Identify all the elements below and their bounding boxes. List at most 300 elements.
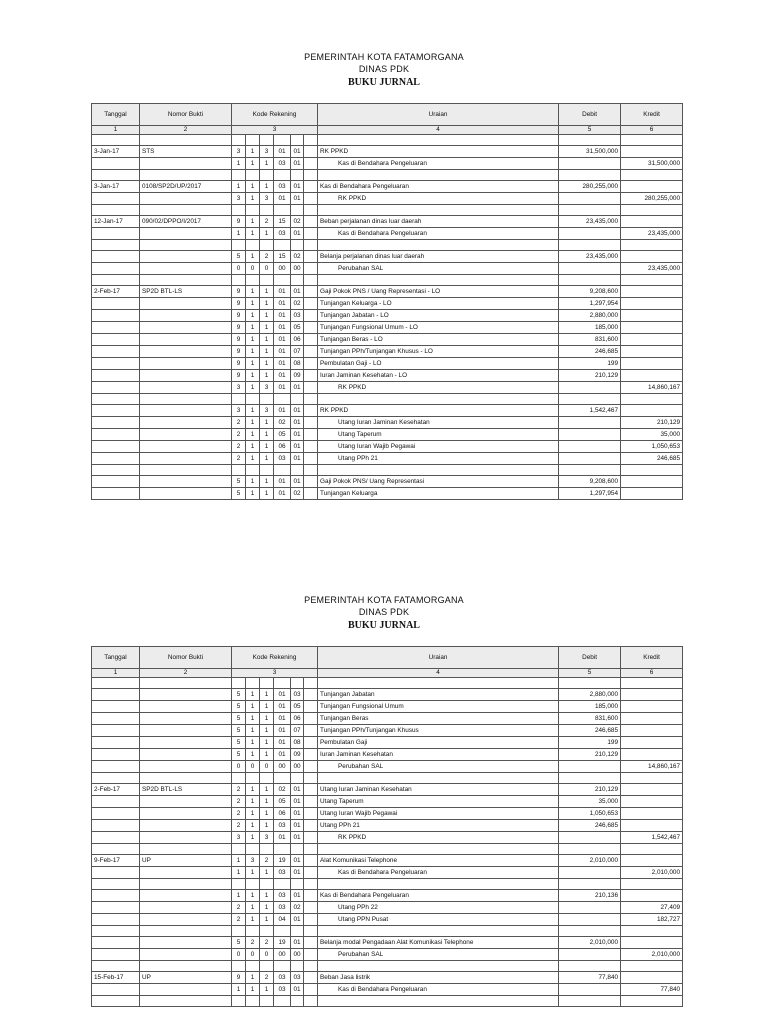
cell-kredit — [621, 251, 683, 263]
col-header-kode: Kode Rekening — [232, 647, 318, 669]
cell-debit — [559, 394, 621, 405]
table-header-row — [92, 647, 683, 669]
cell-kode: 01 — [274, 370, 291, 382]
cell-tanggal — [92, 488, 140, 500]
cell-kode — [304, 334, 318, 346]
cell-kode: 04 — [274, 914, 291, 926]
cell-kredit — [621, 844, 683, 855]
cell-kode: 5 — [232, 701, 246, 713]
cell-kode — [304, 146, 318, 158]
table-row — [92, 346, 683, 358]
cell-kode — [304, 216, 318, 228]
cell-kode — [246, 773, 260, 784]
cell-tanggal — [92, 382, 140, 394]
cell-bukti — [140, 358, 232, 370]
cell-debit — [559, 761, 621, 773]
cell-kode: 1 — [246, 890, 260, 902]
cell-kode — [232, 961, 246, 972]
header-title: BUKU JURNAL — [348, 620, 420, 631]
cell-uraian: Pembulatan Gaji - LO — [318, 358, 559, 370]
cell-kode: 1 — [260, 701, 274, 713]
cell-debit: 185,000 — [559, 322, 621, 334]
cell-tanggal: 15-Feb-17 — [92, 972, 140, 984]
cell-uraian: Tunjangan PPh/Tunjangan Khusus - LO — [318, 346, 559, 358]
table-row — [92, 193, 683, 205]
cell-uraian: Kas di Bendahara Pengeluaran — [318, 158, 559, 170]
cell-bukti — [140, 996, 232, 1007]
table-row — [92, 961, 683, 972]
cell-debit — [559, 158, 621, 170]
cell-uraian — [318, 135, 559, 146]
cell-kode: 1 — [246, 382, 260, 394]
cell-bukti — [140, 263, 232, 275]
cell-debit — [559, 228, 621, 240]
cell-tanggal — [92, 844, 140, 855]
cell-kode: 01 — [291, 417, 304, 429]
cell-kredit — [621, 926, 683, 937]
cell-kode: 1 — [260, 346, 274, 358]
cell-kode: 2 — [260, 251, 274, 263]
cell-kredit — [621, 678, 683, 689]
cell-kode: 1 — [246, 193, 260, 205]
cell-tanggal — [92, 737, 140, 749]
cell-kode: 01 — [291, 820, 304, 832]
cell-kode: 01 — [291, 429, 304, 441]
cell-kode — [304, 713, 318, 725]
table-row — [92, 286, 683, 298]
cell-kode: 1 — [246, 310, 260, 322]
cell-uraian: Iuran Jaminan Kesehatan — [318, 749, 559, 761]
cell-tanggal — [92, 902, 140, 914]
cell-kode: 2 — [232, 796, 246, 808]
cell-tanggal — [92, 926, 140, 937]
cell-debit — [559, 275, 621, 286]
cell-kode: 01 — [274, 298, 291, 310]
cell-kode — [260, 926, 274, 937]
cell-kode — [291, 961, 304, 972]
cell-kode: 1 — [246, 181, 260, 193]
cell-uraian — [318, 170, 559, 181]
cell-kode — [246, 879, 260, 890]
cell-kode: 1 — [232, 890, 246, 902]
cell-kode: 15 — [274, 216, 291, 228]
cell-kode — [304, 322, 318, 334]
cell-kode — [304, 441, 318, 453]
cell-debit — [559, 170, 621, 181]
cell-kode — [274, 996, 291, 1007]
cell-kode — [246, 170, 260, 181]
cell-bukti — [140, 749, 232, 761]
cell-kredit: 31,500,000 — [621, 158, 683, 170]
table-row — [92, 914, 683, 926]
cell-kode: 01 — [274, 701, 291, 713]
cell-kode — [260, 879, 274, 890]
cell-kode: 00 — [291, 263, 304, 275]
cell-uraian — [318, 844, 559, 855]
cell-kode — [274, 240, 291, 251]
cell-kode: 0 — [260, 949, 274, 961]
cell-bukti — [140, 808, 232, 820]
cell-kode — [291, 926, 304, 937]
cell-uraian — [318, 961, 559, 972]
cell-bukti — [140, 170, 232, 181]
cell-uraian: Utang PPh 21 — [318, 453, 559, 465]
cell-kode — [304, 346, 318, 358]
table-row — [92, 216, 683, 228]
table-row — [92, 298, 683, 310]
cell-tanggal — [92, 358, 140, 370]
cell-kode: 02 — [291, 488, 304, 500]
cell-kode — [304, 228, 318, 240]
cell-bukti: SP2D BTL-LS — [140, 286, 232, 298]
cell-kode: 3 — [260, 832, 274, 844]
cell-debit: 2,010,000 — [559, 855, 621, 867]
col-header-kredit: Kredit — [621, 104, 683, 126]
cell-debit — [559, 961, 621, 972]
cell-kode: 1 — [246, 334, 260, 346]
table-row — [92, 820, 683, 832]
cell-kode — [304, 181, 318, 193]
cell-kode: 0 — [232, 949, 246, 961]
cell-kode — [274, 170, 291, 181]
cell-uraian: RK PPKD — [318, 193, 559, 205]
column-number: 3 — [232, 126, 318, 135]
cell-kode: 1 — [260, 820, 274, 832]
cell-kode: 2 — [232, 417, 246, 429]
cell-kode: 5 — [232, 725, 246, 737]
table-row — [92, 784, 683, 796]
cell-kode: 1 — [246, 749, 260, 761]
cell-kode: 1 — [260, 441, 274, 453]
cell-kode: 07 — [291, 725, 304, 737]
cell-kode: 1 — [260, 867, 274, 879]
cell-kredit: 1,542,467 — [621, 832, 683, 844]
cell-kode — [246, 465, 260, 476]
table-row — [92, 275, 683, 286]
cell-tanggal — [92, 761, 140, 773]
cell-tanggal — [92, 832, 140, 844]
table-row — [92, 832, 683, 844]
cell-kode — [232, 996, 246, 1007]
table-row — [92, 902, 683, 914]
cell-kredit — [621, 713, 683, 725]
cell-bukti — [140, 926, 232, 937]
cell-uraian: Belanja perjalanan dinas luar daerah — [318, 251, 559, 263]
cell-tanggal — [92, 701, 140, 713]
cell-kode: 1 — [246, 784, 260, 796]
cell-kode: 02 — [291, 298, 304, 310]
cell-kode: 01 — [274, 310, 291, 322]
cell-kode: 3 — [246, 855, 260, 867]
cell-kode: 0 — [260, 761, 274, 773]
cell-bukti — [140, 984, 232, 996]
cell-debit: 185,000 — [559, 701, 621, 713]
cell-kode: 02 — [274, 784, 291, 796]
column-number: 6 — [621, 126, 683, 135]
cell-debit — [559, 135, 621, 146]
cell-bukti — [140, 310, 232, 322]
cell-bukti — [140, 961, 232, 972]
cell-kode: 1 — [246, 216, 260, 228]
cell-bukti — [140, 844, 232, 855]
cell-kode: 01 — [291, 193, 304, 205]
cell-kode: 01 — [291, 228, 304, 240]
table-row — [92, 135, 683, 146]
table-row — [92, 678, 683, 689]
cell-kode: 1 — [246, 370, 260, 382]
cell-kode: 2 — [232, 441, 246, 453]
table-row — [92, 984, 683, 996]
cell-kode: 1 — [260, 476, 274, 488]
table-row — [92, 996, 683, 1007]
cell-kode: 1 — [260, 488, 274, 500]
cell-kode: 1 — [260, 902, 274, 914]
cell-kode: 1 — [260, 334, 274, 346]
cell-uraian — [318, 773, 559, 784]
cell-kredit: 14,860,167 — [621, 382, 683, 394]
col-header-debit: Debit — [559, 104, 621, 126]
cell-tanggal — [92, 346, 140, 358]
cell-bukti — [140, 205, 232, 216]
cell-kode — [246, 135, 260, 146]
cell-kode: 01 — [291, 796, 304, 808]
cell-kode: 1 — [232, 228, 246, 240]
cell-kode: 01 — [274, 488, 291, 500]
cell-kode: 08 — [291, 737, 304, 749]
cell-debit — [559, 263, 621, 275]
table-row — [92, 949, 683, 961]
cell-debit: 1,297,954 — [559, 298, 621, 310]
cell-kode — [246, 205, 260, 216]
cell-kode: 2 — [260, 216, 274, 228]
cell-debit: 210,129 — [559, 749, 621, 761]
cell-bukti: 090/02/DPPO/I/2017 — [140, 216, 232, 228]
cell-kode: 15 — [274, 251, 291, 263]
cell-tanggal — [92, 713, 140, 725]
cell-debit — [559, 193, 621, 205]
table-row — [92, 358, 683, 370]
cell-kode: 9 — [232, 972, 246, 984]
cell-kode: 1 — [260, 417, 274, 429]
cell-debit: 35,000 — [559, 796, 621, 808]
cell-uraian: Utang Iuran Wajib Pegawai — [318, 441, 559, 453]
cell-bukti — [140, 949, 232, 961]
table-row — [92, 251, 683, 263]
cell-kode: 01 — [291, 476, 304, 488]
cell-tanggal — [92, 334, 140, 346]
cell-bukti: 0108/SP2D/UP/2017 — [140, 181, 232, 193]
cell-kode: 2 — [260, 937, 274, 949]
cell-tanggal — [92, 949, 140, 961]
cell-kredit: 2,010,000 — [621, 949, 683, 961]
cell-kode — [232, 844, 246, 855]
cell-kode: 01 — [274, 737, 291, 749]
cell-kode — [304, 808, 318, 820]
cell-debit: 246,685 — [559, 820, 621, 832]
cell-kredit — [621, 286, 683, 298]
cell-debit — [559, 465, 621, 476]
cell-kode: 3 — [260, 382, 274, 394]
cell-kode — [291, 678, 304, 689]
cell-uraian: Pembulatan Gaji — [318, 737, 559, 749]
cell-bukti — [140, 737, 232, 749]
cell-kode — [232, 879, 246, 890]
cell-kode — [304, 251, 318, 263]
cell-uraian: Kas di Bendahara Pengeluaran — [318, 890, 559, 902]
cell-kode: 01 — [274, 322, 291, 334]
cell-bukti — [140, 867, 232, 879]
cell-kode: 9 — [232, 334, 246, 346]
cell-kode: 03 — [291, 689, 304, 701]
cell-kode — [304, 701, 318, 713]
cell-kode: 1 — [246, 322, 260, 334]
cell-kredit — [621, 358, 683, 370]
table-row — [92, 689, 683, 701]
cell-uraian: Utang Iuran Jaminan Kesehatan — [318, 417, 559, 429]
cell-kode — [274, 926, 291, 937]
cell-kode: 2 — [232, 429, 246, 441]
cell-kode: 1 — [246, 972, 260, 984]
col-header-uraian: Uraian — [318, 104, 559, 126]
cell-kode: 3 — [232, 382, 246, 394]
cell-debit: 1,050,653 — [559, 808, 621, 820]
cell-kode: 3 — [260, 405, 274, 417]
cell-kode: 01 — [291, 158, 304, 170]
cell-tanggal — [92, 441, 140, 453]
cell-kode: 1 — [260, 453, 274, 465]
cell-tanggal: 12-Jan-17 — [92, 216, 140, 228]
cell-kode: 1 — [246, 158, 260, 170]
cell-kode — [304, 784, 318, 796]
cell-bukti — [140, 761, 232, 773]
cell-kode: 01 — [274, 832, 291, 844]
cell-kode: 01 — [291, 937, 304, 949]
column-number: 1 — [92, 669, 140, 678]
cell-kode: 1 — [260, 914, 274, 926]
cell-tanggal — [92, 749, 140, 761]
cell-kode — [246, 240, 260, 251]
cell-kode: 03 — [274, 453, 291, 465]
cell-bukti — [140, 158, 232, 170]
cell-kode: 00 — [291, 949, 304, 961]
cell-kode: 5 — [232, 689, 246, 701]
cell-kredit — [621, 476, 683, 488]
cell-debit — [559, 773, 621, 784]
cell-kode: 1 — [246, 820, 260, 832]
cell-kode: 0 — [246, 263, 260, 275]
cell-kode: 1 — [260, 370, 274, 382]
cell-kode: 07 — [291, 346, 304, 358]
cell-kode: 01 — [274, 358, 291, 370]
cell-bukti — [140, 832, 232, 844]
cell-kode: 1 — [246, 358, 260, 370]
cell-uraian: Gaji Pokok PNS/ Uang Representasi — [318, 476, 559, 488]
cell-debit — [559, 996, 621, 1007]
cell-kode — [304, 275, 318, 286]
cell-kode: 01 — [291, 855, 304, 867]
cell-debit: 831,600 — [559, 334, 621, 346]
cell-kode — [232, 275, 246, 286]
cell-debit: 246,685 — [559, 346, 621, 358]
cell-tanggal — [92, 135, 140, 146]
cell-kode — [274, 879, 291, 890]
cell-tanggal — [92, 808, 140, 820]
cell-uraian: Tunjangan Beras — [318, 713, 559, 725]
header-agency: DINAS PDK — [358, 607, 410, 617]
cell-kode: 1 — [246, 737, 260, 749]
cell-kode — [260, 170, 274, 181]
cell-kode: 02 — [291, 216, 304, 228]
cell-kode — [304, 949, 318, 961]
cell-bukti — [140, 382, 232, 394]
cell-tanggal — [92, 984, 140, 996]
cell-bukti — [140, 902, 232, 914]
cell-kode: 03 — [291, 972, 304, 984]
cell-kode — [304, 298, 318, 310]
cell-kode: 00 — [274, 263, 291, 275]
cell-kode: 01 — [291, 382, 304, 394]
cell-uraian: Kas di Bendahara Pengeluaran — [318, 228, 559, 240]
table-row — [92, 737, 683, 749]
table-row — [92, 441, 683, 453]
cell-kredit — [621, 181, 683, 193]
cell-kode — [260, 135, 274, 146]
cell-kode — [304, 193, 318, 205]
cell-kode: 02 — [291, 902, 304, 914]
cell-kredit: 35,000 — [621, 429, 683, 441]
cell-kode: 9 — [232, 322, 246, 334]
cell-kode — [304, 926, 318, 937]
cell-bukti — [140, 879, 232, 890]
cell-kode: 1 — [246, 298, 260, 310]
cell-debit — [559, 205, 621, 216]
table-row — [92, 749, 683, 761]
journal-table — [91, 646, 683, 1007]
cell-uraian — [318, 879, 559, 890]
cell-bukti: SP2D BTL-LS — [140, 784, 232, 796]
cell-kode — [291, 275, 304, 286]
cell-kode — [304, 972, 318, 984]
cell-bukti — [140, 240, 232, 251]
cell-tanggal — [92, 322, 140, 334]
cell-tanggal — [92, 263, 140, 275]
cell-kode: 0 — [260, 263, 274, 275]
cell-debit: 210,136 — [559, 890, 621, 902]
cell-uraian: Tunjangan Fungsional Umum — [318, 701, 559, 713]
table-row — [92, 808, 683, 820]
cell-uraian: RK PPKD — [318, 832, 559, 844]
cell-kredit — [621, 298, 683, 310]
cell-kode: 01 — [274, 146, 291, 158]
cell-kode — [304, 867, 318, 879]
cell-bukti — [140, 725, 232, 737]
col-header-kode: Kode Rekening — [232, 104, 318, 126]
cell-kode: 9 — [232, 216, 246, 228]
cell-kode — [274, 465, 291, 476]
cell-kode — [304, 453, 318, 465]
cell-bukti — [140, 678, 232, 689]
cell-tanggal — [92, 298, 140, 310]
cell-bukti — [140, 465, 232, 476]
table-row — [92, 405, 683, 417]
table-row — [92, 205, 683, 216]
cell-kode: 05 — [274, 796, 291, 808]
table-row — [92, 796, 683, 808]
cell-tanggal — [92, 310, 140, 322]
cell-kode — [274, 773, 291, 784]
cell-bukti — [140, 275, 232, 286]
cell-kode: 01 — [274, 382, 291, 394]
